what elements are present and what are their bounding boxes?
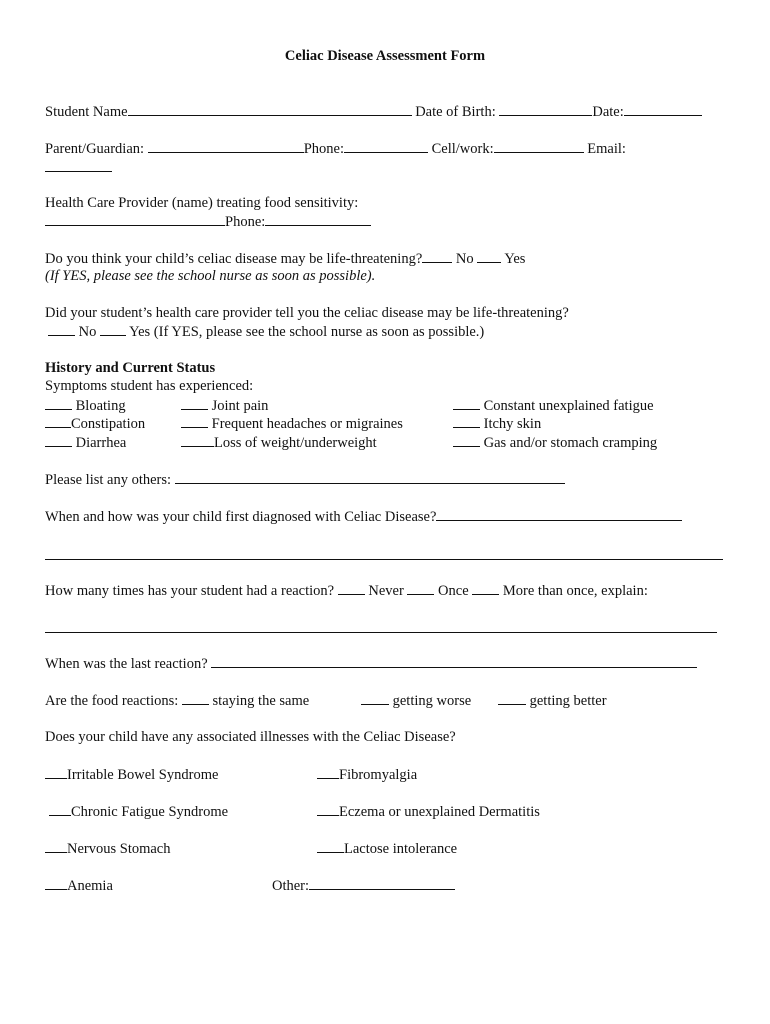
- food-better-label: getting better: [526, 693, 607, 709]
- symptom-itchy-skin: [453, 414, 541, 433]
- dob-label: Date of Birth:: [415, 104, 500, 120]
- symptom-checkbox-blank[interactable]: [45, 414, 71, 428]
- symptom-constipation: [45, 414, 145, 433]
- symptom-checkbox-blank[interactable]: [453, 396, 480, 410]
- provider-label: Health Care Provider (name) treating food sensitivity:: [45, 195, 359, 211]
- illness-checkbox-blank[interactable]: [45, 876, 67, 890]
- illness-ibs: [45, 765, 218, 784]
- symptom-label: Diarrhea: [72, 435, 127, 451]
- symptom-checkbox-blank[interactable]: [181, 433, 214, 447]
- cell-label: Cell/work:: [427, 141, 494, 157]
- provider-threat-answer-row: [48, 322, 484, 341]
- diagnosed-field[interactable]: [436, 507, 682, 521]
- student-info-row: [45, 102, 702, 121]
- symptom-label: Gas and/or stomach cramping: [480, 435, 658, 451]
- parent-phone-label: Phone:: [303, 141, 344, 157]
- illness-nervous-stomach: [45, 839, 171, 858]
- illness-fibromyalgia: [317, 765, 417, 784]
- student-name-label: Student Name: [45, 104, 128, 120]
- student-name-field[interactable]: [128, 102, 412, 116]
- food-worse-label: getting worse: [389, 693, 472, 709]
- food-better-option: [498, 691, 607, 710]
- date-label: Date:: [592, 104, 624, 120]
- parent-phone-field[interactable]: [344, 139, 428, 153]
- provider-threat-yes-blank[interactable]: [100, 322, 126, 336]
- food-worse-option: [361, 691, 471, 710]
- symptom-label: Bloating: [72, 398, 126, 414]
- life-threat-question: Do you think your child’s celiac disease may be life-threatening?: [45, 251, 423, 267]
- symptom-label: Itchy skin: [480, 416, 542, 432]
- symptom-checkbox-blank[interactable]: [45, 396, 72, 410]
- others-label: Please list any others:: [45, 472, 175, 488]
- last-reaction-label: When was the last reaction?: [45, 656, 212, 672]
- provider-phone-label: Phone:: [225, 214, 266, 230]
- illness-other-row: [272, 876, 455, 895]
- illness-checkbox-blank[interactable]: [317, 802, 339, 816]
- associated-question: Does your child have any associated illnesses with the Celiac Disease?: [45, 729, 456, 745]
- last-reaction-field[interactable]: [211, 654, 697, 668]
- life-threat-question-row: [45, 249, 525, 268]
- provider-threat-question: Did your student’s health care provider tell you the celiac disease may be life-threatening?: [45, 305, 569, 321]
- last-reaction-row: [45, 654, 697, 673]
- symptom-checkbox-blank[interactable]: [453, 414, 480, 428]
- food-reactions-label: Are the food reactions:: [45, 693, 182, 709]
- symptom-label: Loss of weight/underweight: [214, 435, 377, 451]
- reactions-once-label: Once: [434, 583, 473, 599]
- symptom-label: Constipation: [71, 416, 146, 432]
- cell-field[interactable]: [494, 139, 584, 153]
- symptom-fatigue: [453, 396, 654, 415]
- symptom-checkbox-blank[interactable]: [453, 433, 480, 447]
- others-row: [45, 470, 565, 489]
- form-title: Celiac Disease Assessment Form: [284, 48, 486, 64]
- illness-label: Nervous Stomach: [67, 841, 171, 857]
- symptom-checkbox-blank[interactable]: [181, 414, 208, 428]
- provider-phone-field[interactable]: [265, 212, 371, 226]
- illness-checkbox-blank[interactable]: [317, 839, 344, 853]
- symptom-label: Constant unexplained fatigue: [480, 398, 654, 414]
- illness-label: Lactose intolerance: [344, 841, 458, 857]
- symptom-gas-cramping: [453, 433, 657, 452]
- illness-checkbox-blank[interactable]: [49, 802, 71, 816]
- life-threat-no-blank[interactable]: [422, 249, 452, 263]
- symptom-label: Frequent headaches or migraines: [208, 416, 403, 432]
- food-same-blank[interactable]: [182, 691, 209, 705]
- others-field[interactable]: [175, 470, 565, 484]
- reactions-never-blank[interactable]: [338, 581, 365, 595]
- life-threat-yes-label: Yes: [501, 251, 526, 267]
- provider-threat-yes-label: Yes (If YES, please see the school nurse as soon as possible.): [125, 324, 485, 340]
- provider-row: [45, 212, 371, 231]
- symptom-checkbox-blank[interactable]: [45, 433, 72, 447]
- food-same-label: staying the same: [208, 693, 310, 709]
- parent-field[interactable]: [148, 139, 304, 153]
- reactions-once-blank[interactable]: [407, 581, 434, 595]
- illness-other-field[interactable]: [309, 876, 455, 890]
- email-field[interactable]: [45, 171, 112, 172]
- illness-checkbox-blank[interactable]: [45, 765, 67, 779]
- provider-threat-no-label: No: [75, 324, 100, 340]
- illness-label: Eczema or unexplained Dermatitis: [339, 804, 540, 820]
- diagnosed-row: [45, 507, 682, 526]
- symptom-checkbox-blank[interactable]: [181, 396, 208, 410]
- provider-threat-no-blank[interactable]: [48, 322, 75, 336]
- illness-eczema: [317, 802, 540, 821]
- illness-chronic-fatigue: [49, 802, 228, 821]
- symptoms-intro: Symptoms student has experienced:: [45, 378, 254, 394]
- illness-anemia: [45, 876, 113, 895]
- illness-label: Fibromyalgia: [339, 767, 418, 783]
- reactions-question: How many times has your student had a reaction?: [45, 583, 338, 599]
- life-threat-note: (If YES, please see the school nurse as soon as possible).: [45, 268, 376, 284]
- diagnosed-field-line-2[interactable]: [45, 559, 723, 560]
- reactions-explain-field[interactable]: [45, 632, 717, 633]
- reactions-more-label: More than once, explain:: [499, 583, 648, 599]
- history-heading: History and Current Status: [45, 360, 216, 376]
- dob-field[interactable]: [499, 102, 592, 116]
- illness-other-label: Other:: [272, 878, 310, 894]
- email-label: Email:: [583, 141, 626, 157]
- reactions-never-label: Never: [364, 583, 408, 599]
- symptom-joint-pain: [181, 396, 268, 415]
- date-field[interactable]: [624, 102, 702, 116]
- illness-checkbox-blank[interactable]: [317, 765, 339, 779]
- diagnosed-question: When and how was your child first diagnosed with Celiac Disease?: [45, 509, 437, 525]
- symptom-headaches: [181, 414, 403, 433]
- parent-info-row: [45, 139, 626, 158]
- food-better-blank[interactable]: [498, 691, 526, 705]
- life-threat-no-label: No: [452, 251, 478, 267]
- illness-label: Irritable Bowel Syndrome: [67, 767, 219, 783]
- symptom-diarrhea: [45, 433, 126, 452]
- illness-label: Anemia: [67, 878, 113, 894]
- illness-lactose: [317, 839, 457, 858]
- reactions-more-blank[interactable]: [472, 581, 499, 595]
- symptom-label: Joint pain: [208, 398, 269, 414]
- food-reactions-row: [45, 691, 309, 710]
- provider-name-field[interactable]: [45, 212, 225, 226]
- illness-checkbox-blank[interactable]: [45, 839, 67, 853]
- symptom-weight-loss: [181, 433, 377, 452]
- symptom-bloating: [45, 396, 126, 415]
- illness-label: Chronic Fatigue Syndrome: [71, 804, 229, 820]
- parent-label: Parent/Guardian:: [45, 141, 148, 157]
- reactions-row: [45, 581, 648, 600]
- food-worse-blank[interactable]: [361, 691, 389, 705]
- life-threat-yes-blank[interactable]: [477, 249, 501, 263]
